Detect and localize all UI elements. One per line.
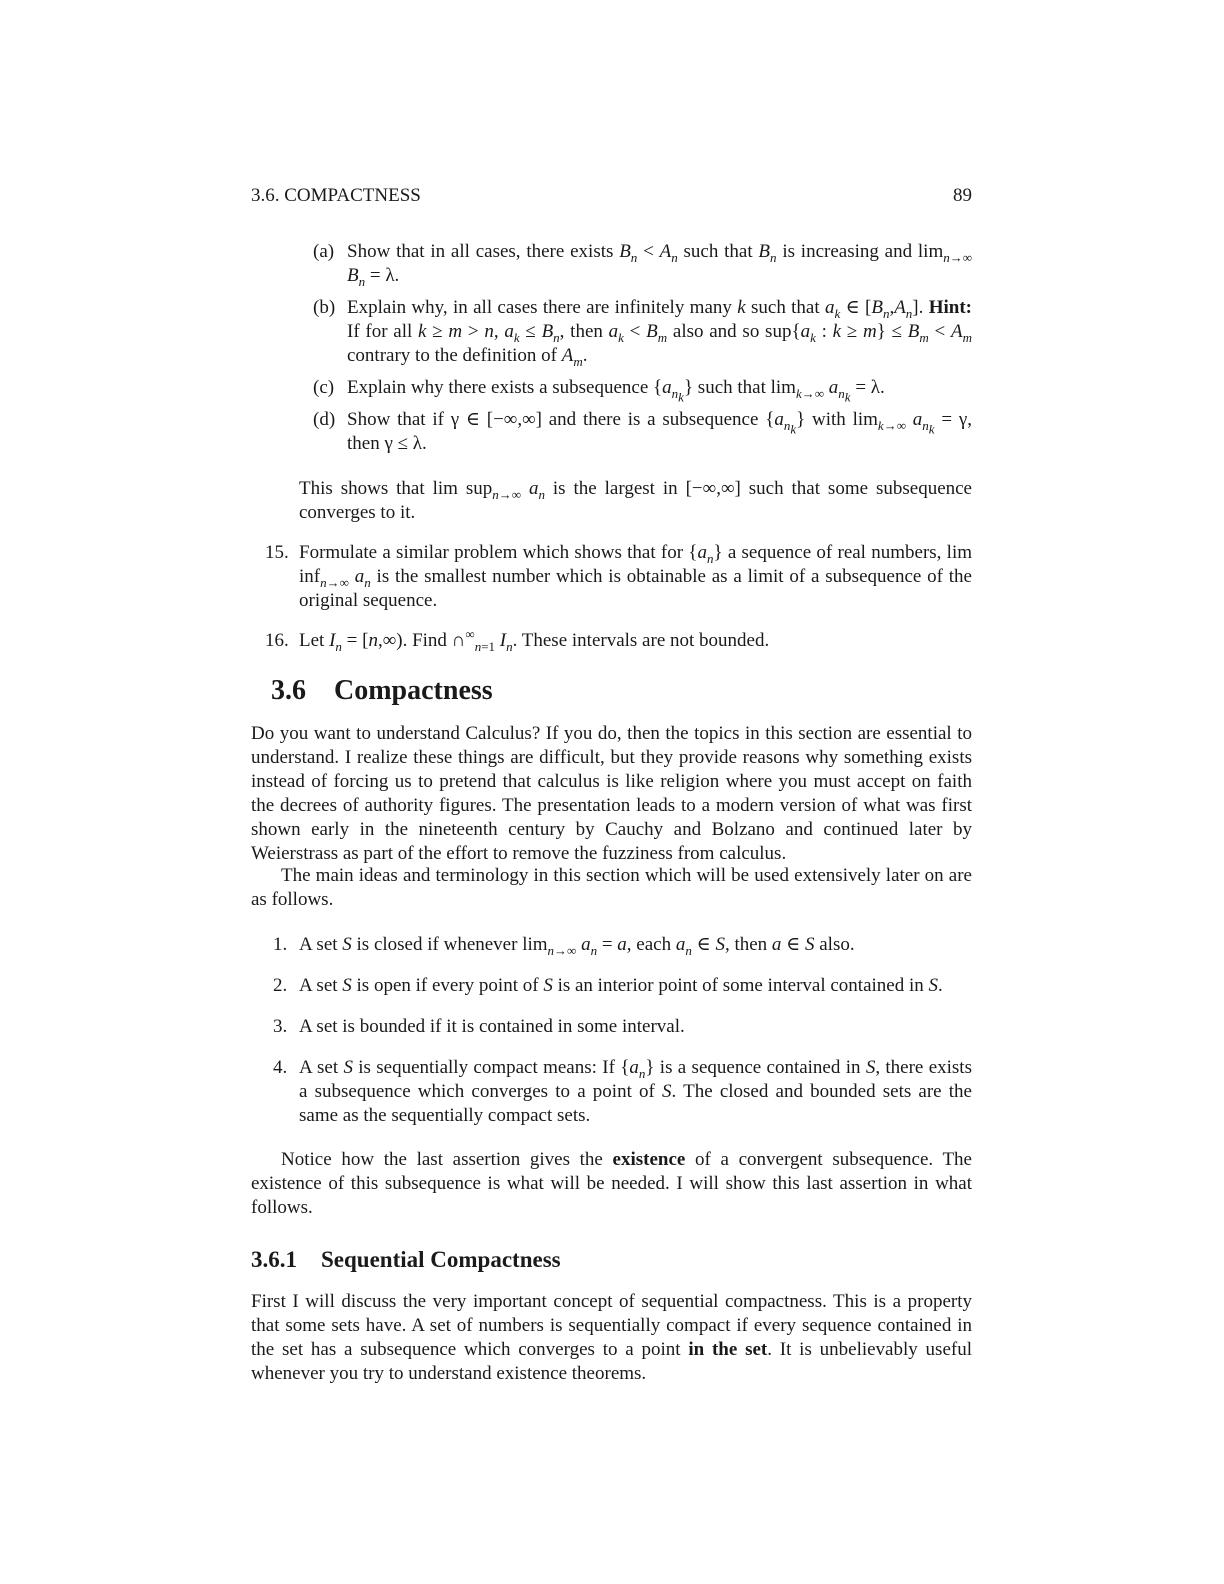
sequential-paragraph: First I will discuss the very important concept of sequential compactness. This is a property that some sets have. A set of numbers is sequentially compact if every sequence contained in the set has a subsequence which converges to a point in the set. It is unbelievably useful whenever you try to understand existence theorems.: [251, 1291, 972, 1384]
bold-existence: existence: [612, 1149, 686, 1170]
problem-text: Formulate a similar problem which shows that for $\{a_n\}$ a sequence of real numbers, lim inf$_{n\to\infty}$ $a_n$ is the smallest number which is obtainable as a limit of a subsequence of the original sequence.: [299, 542, 973, 611]
subsection-heading: [251, 1248, 561, 1272]
exercise-part-a: [313, 240, 972, 288]
notice-paragraph: Notice how the last assertion gives the existence of a convergent subsequence. The existence of this subsequence is what will be needed. I will show this last assertion in what follows.: [251, 1149, 972, 1218]
problem-label: 16.: [265, 630, 289, 651]
hint-label: Hint:: [928, 297, 972, 318]
idea-text: A set S is sequentially compact means: If $\{a_n\}$ is a sequence contained in S, there exists a subsequence which converges to a point of S. The closed and bounded sets are the same as the sequentially compact sets.: [299, 1057, 972, 1126]
part-label: (c): [313, 377, 335, 398]
subsection-title: Sequential Compactness: [321, 1247, 561, 1272]
problem-text: Let $I_n = [n,\infty)$. Find $\cap^\infty_{n=1}$ $I_n$. These intervals are not bounded.: [299, 626, 770, 654]
idea-text: A set S is open if every point of S is an interior point of some interval contained in S.: [299, 975, 943, 996]
idea-label: 1.: [273, 934, 288, 955]
running-header: [251, 184, 972, 208]
problem-label: 15.: [265, 542, 289, 563]
subsection-number: 3.6.1: [251, 1247, 297, 1272]
part-label: (b): [313, 297, 336, 318]
section-heading: [271, 675, 493, 706]
part-text: Explain why there exists a subsequence $\{a_{n_k}\}$ such that $\lim_{k\to\infty} a_{n_k} = \lambda$.: [347, 377, 885, 405]
part-text: Explain why, in all cases there are infinitely many k such that $a_k$ ∈ $[B_n,A_n]$. Hint: If for all k ≥ m > n, $a_k \le B_n$, then $a_k < B_m$ also and so $sup\{a_k$ : $k \ge m\} \le B_m < A_m$ contrary to the definition of $A_m$.: [347, 297, 972, 369]
paragraph-limsup: This shows that lim sup$_{n\to\infty}$ $a_n$ is the largest in [−∞,∞] such that some subsequence converges to it.: [299, 478, 972, 523]
idea-label: 4.: [273, 1057, 288, 1078]
exercise-part-b: [313, 296, 972, 368]
intro-paragraph-1: Do you want to understand Calculus? If you do, then the topics in this section are essential to understand. I realize these things are difficult, but they provide reasons why something exists instead of forcing us to pretend that calculus is like religion where you must accept on faith the decrees of authority figures. The presentation leads to a modern version of what was first shown early in the nineteenth century by Cauchy and Bolzano and continued later by Weierstrass as part of the effort to remove the fuzziness from calculus.: [251, 723, 972, 864]
section-title: Compactness: [334, 675, 493, 706]
part-label: (d): [313, 409, 336, 430]
part-label: (a): [313, 241, 335, 262]
exercise-part-d: [313, 408, 972, 456]
header-section: 3.6. COMPACTNESS: [251, 185, 421, 206]
part-text: Show that if γ ∈ [−∞,∞] and there is a subsequence $\{a_{n_k}\}$ with $\lim_{k\to\infty} a_{n_k} = \gamma$, then γ ≤ λ.: [347, 409, 972, 454]
section-number: 3.6: [271, 675, 306, 706]
intro-paragraph-2: The main ideas and terminology in this section which will be used extensively later on are as follows.: [251, 865, 972, 910]
page-number: 89: [953, 185, 972, 206]
part-text: Show that in all cases, there exists $B_n < A_n$ such that $B_n$ is increasing and $\lim_{n\to\infty} B_n = \lambda$.: [347, 241, 973, 289]
idea-label: 3.: [273, 1016, 288, 1037]
idea-text: A set is bounded if it is contained in some interval.: [299, 1016, 685, 1037]
exercise-part-c: [313, 376, 972, 405]
bold-in-the-set: in the set: [688, 1339, 768, 1360]
idea-label: 2.: [273, 975, 288, 996]
idea-text: A set S is closed if whenever $\lim_{n\to\infty} a_n = a$, each $a_n$ ∈ S, then a ∈ S also.: [299, 934, 855, 958]
